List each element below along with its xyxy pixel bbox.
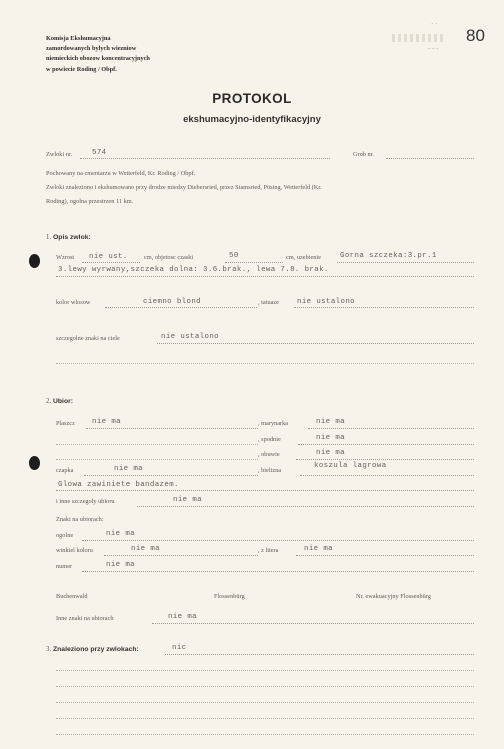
zwloki-label: Zwloki nr. xyxy=(46,151,73,158)
section-3-number: 3. xyxy=(46,646,52,653)
bielizna-value: koszula lagrowa xyxy=(314,462,387,470)
document-subtitle: ekshumacyjno-identyfikacyjny xyxy=(183,114,321,125)
blank-line-1 xyxy=(56,363,474,364)
obuwie-label: , obuwie xyxy=(258,451,280,458)
plaszcz-extra-line-2 xyxy=(56,459,258,460)
document-title: PROTOKOL xyxy=(212,91,292,106)
section-2-heading xyxy=(46,398,73,405)
nr-ewakuacyjny-label: Nr. ewakuacyjny Flossenbürg xyxy=(356,593,431,600)
znaki-ubiorach-label: Znaki na ubiorach: xyxy=(56,516,104,523)
ogolne-value: nie ma xyxy=(106,530,136,538)
tatuaze-line xyxy=(294,307,474,308)
kolor-line xyxy=(105,307,257,308)
extra-value: Glowa zawiniete bandazem. xyxy=(58,481,179,489)
section-3-value: nic xyxy=(172,644,187,652)
bielizna-line xyxy=(300,475,474,476)
litera-value: nie ma xyxy=(304,545,334,553)
faint-mark-dashes: - - - xyxy=(428,44,439,52)
uzebienie-value-2: 3.lewy wyrwany,szczeka dolna: 3.6.brak., lewa 7.8. brak. xyxy=(58,266,329,274)
buchenwald-label: Buchenwald xyxy=(56,593,88,600)
czaska-line xyxy=(225,262,283,263)
wzrost-label: Wzrost xyxy=(56,254,75,261)
org-line-1: Komisja Ekshumacyjna xyxy=(46,35,111,42)
blank-line-e xyxy=(56,734,474,735)
inne-szczegoly-label: i inne szczegoly ubioru xyxy=(56,498,115,505)
znaleziono-line-2: Roding), ogolna przestrzen 11 km. xyxy=(46,198,134,205)
czapka-label: czapka xyxy=(56,467,74,474)
inne-szczegoly-value: nie ma xyxy=(173,496,203,504)
winkiel-line xyxy=(104,555,258,556)
ogolne-label: ogolne xyxy=(56,532,74,539)
czaska-value: 50 xyxy=(229,252,239,260)
punch-hole-bottom xyxy=(29,456,40,470)
marynarka-line xyxy=(308,428,474,429)
org-line-3: niemieckich obozow koncentracyjnych xyxy=(46,55,150,62)
spodnie-label: , spodnie xyxy=(258,436,281,443)
spodnie-line xyxy=(298,444,474,445)
marynarka-value: nie ma xyxy=(316,418,346,426)
section-3-heading xyxy=(46,646,139,653)
blank-line-b xyxy=(56,686,474,687)
faint-stamp-mark xyxy=(392,34,444,42)
flossenburg-label: Flossenbürg xyxy=(214,593,245,600)
blank-line-c xyxy=(56,702,474,703)
plaszcz-label: Plaszcz xyxy=(56,420,75,427)
plaszcz-extra-line-1 xyxy=(56,444,258,445)
litera-line xyxy=(296,555,474,556)
inne-szczegoly-line xyxy=(137,506,474,507)
numer-line xyxy=(82,571,474,572)
winkiel-value: nie ma xyxy=(131,545,161,553)
grob-line xyxy=(386,158,474,159)
znaleziono-line-1: Zwloki znaleziono i ekshumowano przy drodze miedzy Diebersried, przez Stamsried, Pösing, Wetterfeld (Kr. xyxy=(46,184,322,191)
znaki-ciele-label: szczegolne znaki na ciele xyxy=(56,335,120,342)
org-line-4: w powiecie Roding / Obpf. xyxy=(46,66,117,73)
obuwie-value: nie ma xyxy=(316,449,346,457)
section-1-title: Opis zwlok: xyxy=(53,234,91,241)
section-2-title: Ubior: xyxy=(53,398,74,405)
czapka-value: nie ma xyxy=(114,465,144,473)
ogolne-line xyxy=(82,540,474,541)
wzrost-line xyxy=(82,262,140,263)
punch-hole-top xyxy=(29,254,40,268)
extra-line xyxy=(56,490,474,491)
plaszcz-line xyxy=(86,428,258,429)
section-1-number: 1. xyxy=(46,234,52,241)
znaki-ciele-line xyxy=(157,343,474,344)
plaszcz-value: nie ma xyxy=(92,418,122,426)
znaki-ciele-value: nie ustalono xyxy=(161,333,220,341)
tatuaze-label: , tatuaze xyxy=(258,299,279,306)
winkiel-label: winkiel koloru xyxy=(56,547,93,554)
faint-mark-dots: · · xyxy=(431,20,438,28)
page-number: 80 xyxy=(466,26,485,45)
uzebienie-value-1: Gorna szczeka:3.pr.1 xyxy=(340,252,437,260)
zwloki-line xyxy=(80,158,330,159)
czaska-label: cm, objetosc czaski xyxy=(144,254,194,261)
pochowany-text: Pochowany na cmentarzu w Wetterfeld, Kr. Roding / Obpf. xyxy=(46,170,196,177)
litera-label: , z litera xyxy=(258,547,279,554)
section-2-number: 2. xyxy=(46,398,52,405)
blank-line-d xyxy=(56,718,474,719)
inne-znaki-label: Inne znaki na ubiorach xyxy=(56,615,114,622)
org-line-2: zamordowanych bylych wiezniow xyxy=(46,45,137,52)
inne-znaki-value: nie ma xyxy=(168,613,198,621)
inne-znaki-line xyxy=(152,623,474,624)
uzebienie-label: cm, uzebienie xyxy=(286,254,321,261)
uzebienie-line-2 xyxy=(56,276,474,277)
uzebienie-line xyxy=(337,262,474,263)
zwloki-value: 574 xyxy=(92,149,107,157)
czapka-line xyxy=(84,475,258,476)
section-1-heading xyxy=(46,234,91,241)
obuwie-line xyxy=(296,459,474,460)
numer-value: nie ma xyxy=(106,561,136,569)
section-3-line xyxy=(165,654,474,655)
bielizna-label: , bielizna xyxy=(258,467,282,474)
marynarka-label: , marynarka xyxy=(258,420,289,427)
spodnie-value: nie ma xyxy=(316,434,346,442)
wzrost-value: nie ust. xyxy=(89,253,128,261)
blank-line-a xyxy=(56,670,474,671)
section-3-title: Znaleziono przy zwlokach: xyxy=(53,646,139,653)
numer-label: numer xyxy=(56,563,73,570)
grob-label: Grob nr. xyxy=(353,151,374,158)
tatuaze-value: nie ustalono xyxy=(297,298,356,306)
kolor-label: kolor wlosow xyxy=(56,299,91,306)
kolor-value: ciemno blond xyxy=(143,298,202,306)
